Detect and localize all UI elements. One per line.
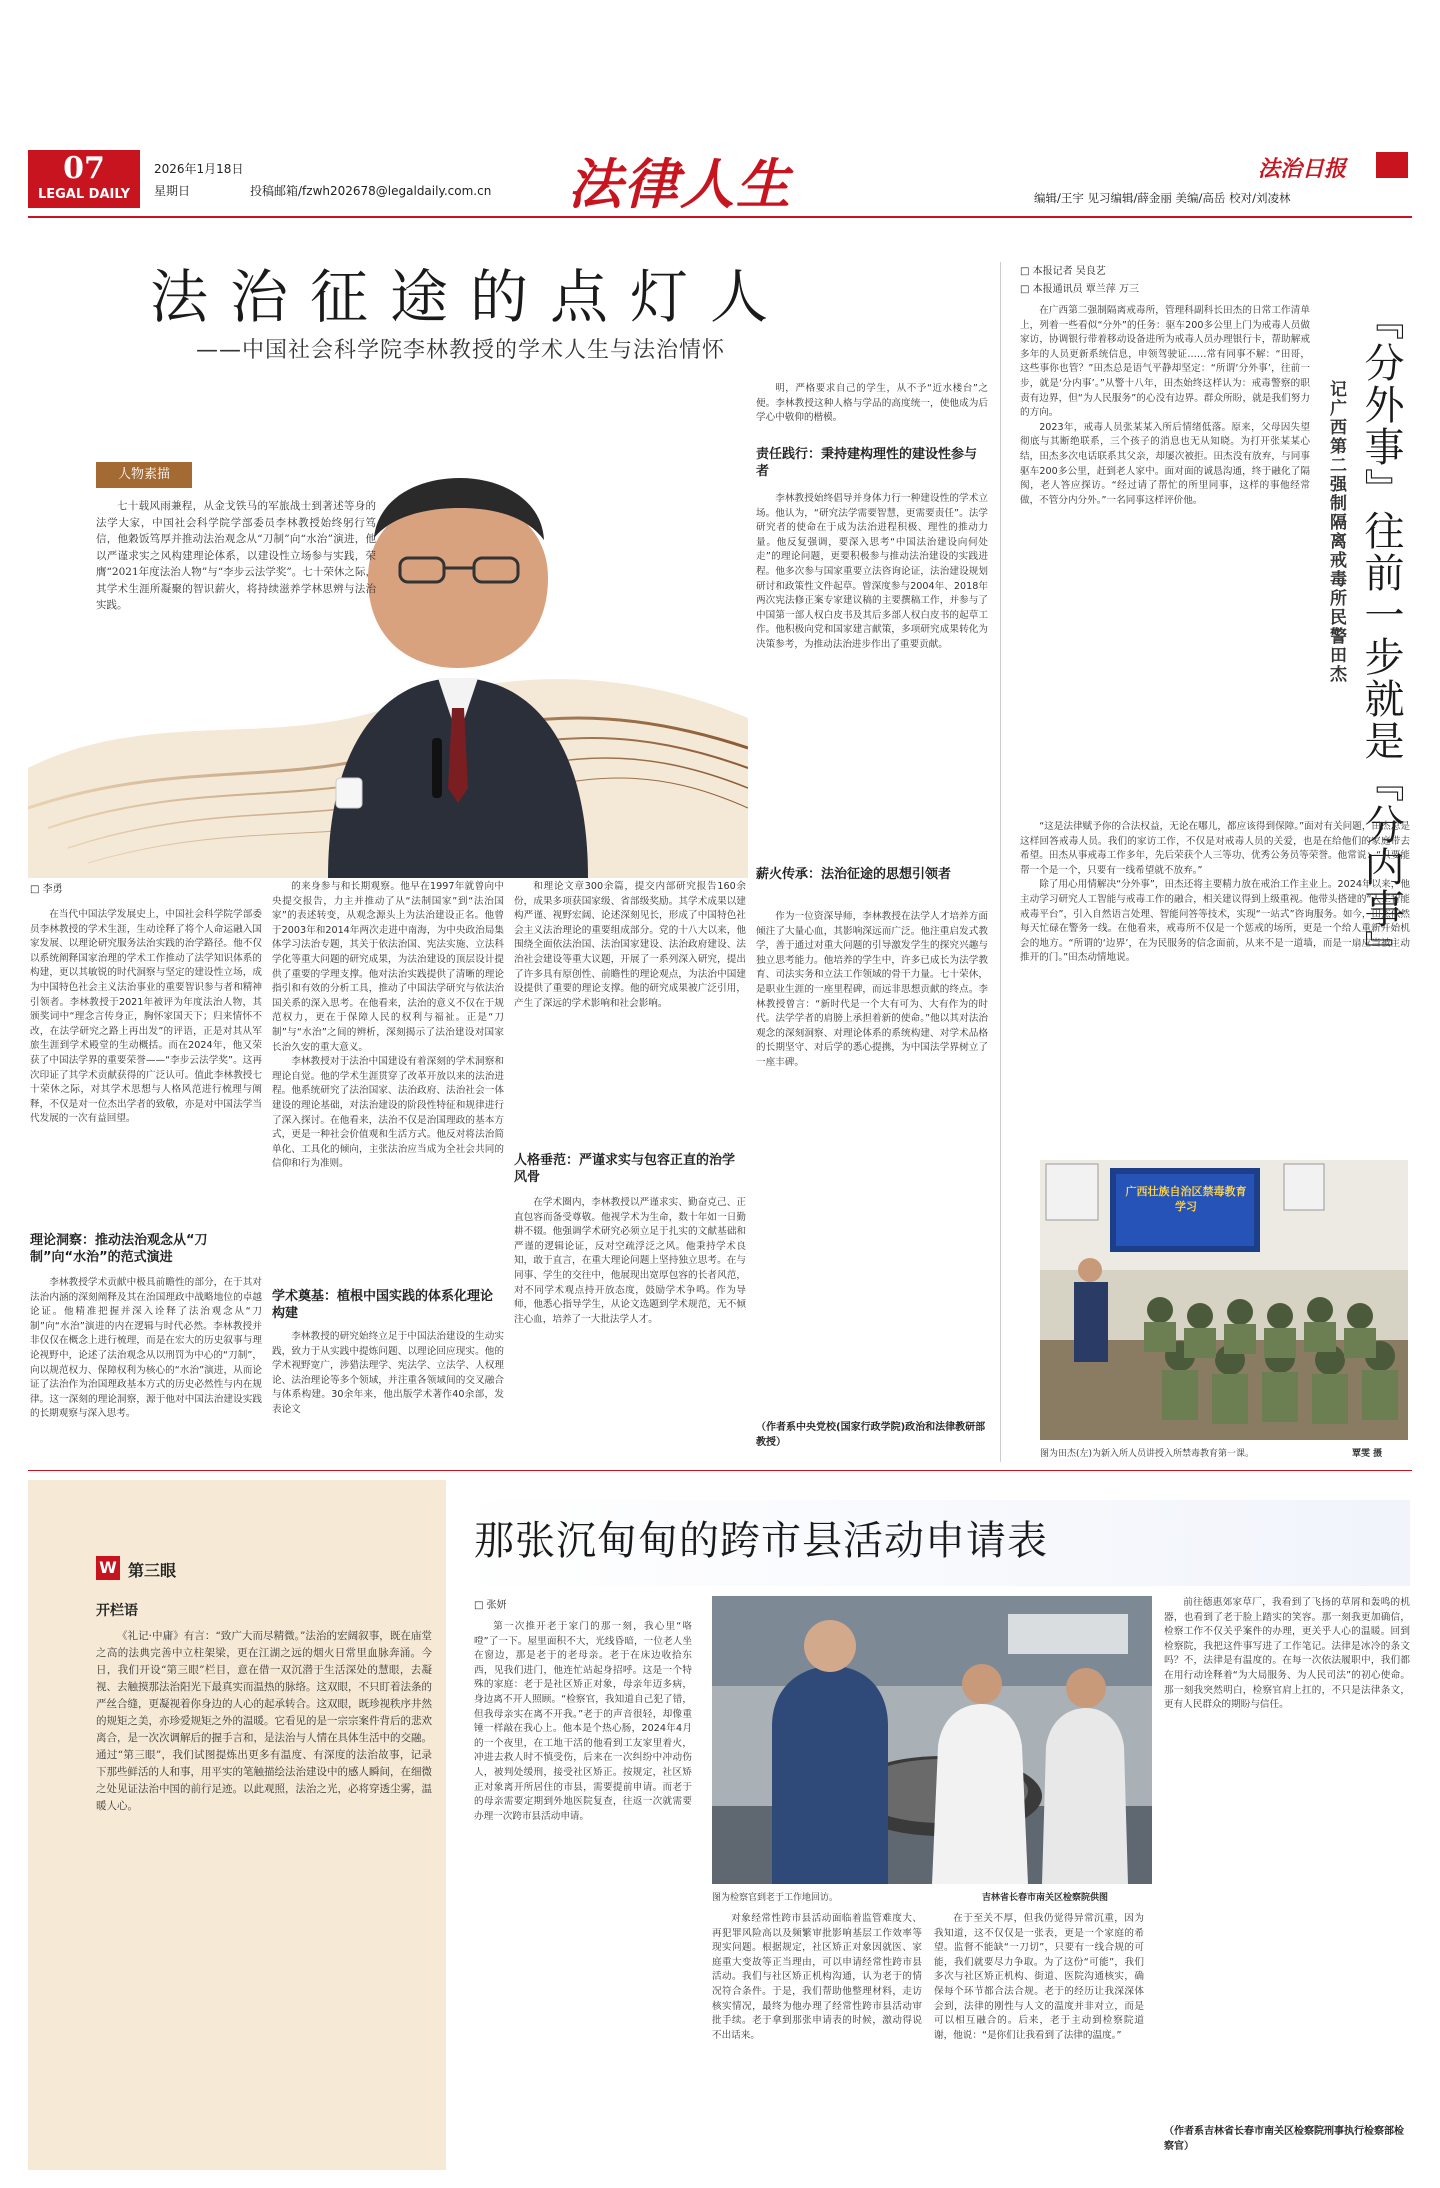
main-col-2a [272,880,504,1276]
main-col-1a-text: 在当代中国法学发展史上，中国社会科学院学部委员李林教授的学术生涯，生动诠释了将个人命运融入国家发展、以理论研究服务法治实践的治学路径。他不仅以系统阐释国家治理的学术工作推动了法学知识体系的构建，更以其敏锐的时代洞察与坚定的建设性立场，成为中国特色社会主义法治事业的重要智识参与者和精神引领者。李林教授于2021年被评为年度法治人物，其颁奖词中“理念言传身正，胸怀家国天下；归来情怀不改，在法学研究之路上再出发”的评语，正是对其从军旅生涯到学术殿堂的生动概括。而在2024年，他又荣获了中国法学界的重要荣誉——“李步云法学奖”。这再次印证了其学术贡献获得的广泛认可。值此李林教授七十荣休之际，对其学术思想与人格风范进行梳理与阐释，不仅是对一位杰出学者的致敬，亦是对中国法学当代发展的一次有益回望。 [30,909,262,1125]
classroom-board-text: 广西壮族自治区禁毒教育学习 [1125,1185,1247,1213]
main-heading-1: 理论洞察：推动法治观念从“刀制”向“水治”的范式演进 [30,1233,208,1265]
side-story-title: 『分外事』往前一步就是『分内事』 [1358,300,1404,972]
bottom-col-3 [934,1912,1144,2170]
kitchen-photo [712,1596,1152,1884]
main-story-subtitle: ——中国社会科学院李林教授的学术人生与法治情怀 [196,338,726,363]
main-col-2a-text: 的来身参与和长期观察。他早在1997年就曾向中央提交报告，力主并推动了从“法制国家”到“法治国家”的表述转变，从观念源头上为法治建设正名。他曾于2003年和2014年两次走进中南海，为中央政治局集体学习法治专题，其关于依法治国、宪法实施、立法科学化等重大问题的研究成果，为法治建设的顶层设计提供了重要的学理支撑。他对法治实践提供了清晰的理论指引和有效的分析工具，推动了中国法学研究与依法治国关系的深入思考。在他看来，法治的意义不仅在于规范权力，更在于保障人民的权利与福祉。正是“刀制”与“水治”之间的辨析，深刻揭示了法治建设对国家长治久安的重大意义。 [272,881,504,1053]
side-story-subtitle: 记广西第二强制隔离戒毒所民警田杰 [1326,380,1346,684]
tag-label: 人物素描 [117,467,170,482]
main-col-4c [756,910,988,1416]
side-col-b [1020,820,1410,1164]
side-body-1: 在广西第二强制隔离戒毒所，管理科副科长田杰的日常工作清单上，列着一些看似“分外”的任务：驱车200多公里上门为戒毒人员做家访，协调银行带着移动设备进所为戒毒人员办理银行卡，帮助解戒多年的人员更新系统信息，申领驾驶证……常有同事不解：“田哥，这些事你也管？”田杰总是语气平静却坚定：“所谓‘分外事’，往前一步，就是‘分内事’。”从警十八年，田杰始终这样认为：戒毒警察的职责有边界，但“为人民服务”的心没有边界。群众所盼，就是我们努力的方向。 [1020,305,1310,419]
bottom-body-4: 前往德惠郊家草厂，我看到了飞扬的草屑和轰鸣的机器，也看到了老于脸上踏实的笑容。那一刻我更加确信，检察工作不仅关乎案件的办理，更关乎人心的温暖。回到检察院，我把这件事写进了工作笔记。法律是冰冷的条文吗？不，法律是有温度的。在每一次依法履职中，我们都在用行动诠释着“为大局服务、为人民司法”的初心使命。那一刻我突然明白，检察官肩上扛的，不只是法律条文，更有人民群众的期盼与信任。 [1164,1597,1410,1711]
classroom-photo [1040,1160,1408,1440]
main-col-1b-text: 李林教授学术贡献中极具前瞻性的部分，在于其对法治内涵的深刻阐释及其在治国理政中战略地位的卓越论证。他精准把握并深入诠释了法治观念从“刀制”向“水治”演进的内在逻辑与时代必然。李林教授并非仅仅在概念上进行梳理，而是在宏大的历史叙事与理论视野中，论述了法治观念从以刑罚为中心的“刀制”，向以规范权力、保障权利为核心的“水治”演进，从而论证了法治作为治国理政基本方式的历史必然性与内在规律。这一深刻的理论洞察，源于他对中国法治建设实践的长期观察与深入思考。 [30,1277,262,1420]
issue-date: 2026年1月18日 [154,162,244,176]
bottom-story-title: 那张沉甸甸的跨市县活动申请表 [474,1518,1048,1564]
main-col-3b [514,1196,746,1456]
side-col-a [1020,304,1310,804]
column-heading: 开栏语 [96,1603,138,1619]
side-reporter-1: □ 本报记者 吴良艺 [1020,266,1106,277]
masthead-logo: 法治日报 [1258,156,1347,182]
main-col-1b [30,1276,262,1456]
column-box [28,1480,446,2170]
header-rule [28,216,1412,218]
bottom-story-author: □ 张妍 [474,1600,507,1611]
bottom-body-1: 第一次推开老于家门的那一刻，我心里“咯噔”了一下。屋里面积不大，光线昏暗，一位老人坐在窗边，那是老于的老母亲。老于在床边收拾东西，见我们进门，他连忙站起身招呼。这是一个特殊的家庭：老于是社区矫正对象，母亲年迈多病，身边离不开人照顾。“检察官，我知道自己犯了错，但我母亲实在离不开我。”老于的声音很轻，却像重锤一样敲在我心上。他本是个热心肠，2024年4月的一个夜里，在工地干活的他看到工友家里着火，冲进去救人时不慎受伤，后来在一次纠纷中冲动伤人，被判处缓刑，接受社区矫正。按规定，社区矫正对象离开所居住的市县，需要提前申请。而老于的母亲需要定期到外地医院复查，往返一次就需要办理一次跨市县活动申请。 [474,1621,692,1822]
column-divider [1000,262,1001,1462]
main-col-4b [756,492,988,856]
main-col-4c-text: 作为一位资深导师，李林教授在法学人才培养方面倾注了大量心血，其影响深远而广泛。他注重启发式教学，善于通过对重大问题的引导激发学生的探究兴趣与独立思考能力。他培养的学生中，许多已成长为法学教育、司法实务和立法工作领域的骨干力量。七十荣休，是职业生涯的一座里程碑，而远非思想贡献的终点。李林教授曾言：“新时代是一个大有可为、大有作为的时代。法学学者的肩膀上承担着新的使命。”他以其对法治观念的深刻洞察、对理论体系的系统构建、对学术品格的长期坚守、对后学的悉心提携，为中国法学界树立了一座丰碑。 [756,911,988,1068]
main-col-2c [272,1330,504,1456]
main-heading-4: 责任践行：秉持建构理性的建设性参与者 [756,447,978,479]
kitchen-illustration [712,1596,1152,1884]
masthead-stamp [1376,152,1408,178]
kitchen-photo-caption-right: 吉林省长春市南关区检察院供图 [982,1893,1109,1903]
main-col-3a [514,880,746,1150]
contact-email: 投稿邮箱/fzwh202678@legaldaily.com.cn [250,184,492,198]
page-number-box [28,150,140,208]
column-body [96,1628,432,2158]
bottom-author-note: （作者系吉林省长春市南关区检察院刑事执行检察部检察官） [1164,2126,1404,2152]
main-col-4a [756,382,988,426]
main-col-4b-text: 李林教授始终倡导并身体力行一种建设性的学术立场。他认为，“研究法学需要智慧，更需要责任”。法学研究者的使命在于成为法治进程积极、理性的推动力量。他反复强调，要深入思考“中国法治建设向何处走”的理论问题，更要积极参与推动法治建设的实践进程。他多次参与国家重要立法咨询论证，法治建设规划研讨和政策性文件起草。曾深度参与2004年、2018年两次宪法修正案专家建议稿的主要撰稿工作，并参与了中国第一部人权白皮书及其后多部人权白皮书的起草工作。他积极向党和国家建言献策，多项研究成果转化为决策参考，为推动法治进步作出了重要贡献。 [756,493,988,650]
side-body-2: 2023年，戒毒人员张某某入所后情绪低落。原来，父母因失望彻底与其断绝联系，三个孩子的消息也无从知晓。为打开张某某心结，田杰多次电话联系其父亲，却屡次被拒。田杰没有放弃，与同事驱车200多公里，赶到老人家中。面对面的诚恳沟通，终于融化了隔阂，老人答应探访。“经过请了帮忙的所里同事，这样的事他经常做，不管分内分外。”一名同事这样评价他。 [1020,421,1310,506]
bottom-separator [28,1470,1412,1471]
editors-line: 编辑/王宇 见习编辑/薛金丽 美编/高岳 校对/刘凌林 [1034,191,1291,205]
column-body-text: 《礼记·中庸》有言：“致广大而尽精微。”法治的宏阔叙事，既在庙堂之高的法典完善中立柱架梁，更在江湖之远的烟火日常里血脉奔涌。今日，我们开设“第三眼”栏目，意在借一双沉潜于生活深处的慧眼，去凝视、去触摸那法治阳光下最真实而温热的脉络。这双眼，不只盯着法条的严丝合缝，更凝视着你身边的人心的起承转合。这双眼，既珍视秩序井然的规矩之美，亦珍爱规矩之外的温暖。它看见的是一宗宗案件背后的悲欢离合，是一次次调解后的握手言和，是法治与人情在具体生活中的交融。通过“第三眼”，我们试图提炼出更多有温度、有深度的法治故事，记录下那些鲜活的人和事，用平实的笔触描绘法治建设中的感人瞬间，在细微之处见证法治中国的前行足迹。以此观照，法治之光，必将穿透尘雾，温暖人心。 [96,1630,432,1812]
bottom-body-2: 对象经常性跨市县活动面临着监管难度大、再犯罪风险高以及频繁审批影响基层工作效率等现实问题。根据规定，社区矫正对象因就医、家庭重大变故等正当理由，可以申请经常性跨市县活动。我们与社区矫正机构沟通，认为老于的情况符合条件。于是，我们帮助他整理材料，走访核实情况，最终为他办理了经常性跨市县活动审批手续。老于拿到那张申请表的时候，激动得说不出话来。 [712,1913,922,2041]
main-heading-5: 薪火传承：法治征途的思想引领者 [756,867,952,882]
column-name: 第三眼 [128,1561,177,1580]
kitchen-photo-caption-left: 图为检察官到老于工作地回访。 [712,1893,839,1903]
main-col-4a-text: 明，严格要求自己的学生，从不予“近水楼台”之便。李林教授这种人格与学品的高度统一，使他成为后学心中敬仰的楷模。 [756,383,988,424]
main-story-author: □ 李勇 [30,884,63,895]
tag-badge [96,462,192,488]
main-heading-2: 学术奠基：植根中国实践的体系化理论构建 [272,1289,494,1321]
classroom-photo-caption: 图为田杰(左)为新入所人员讲授入所禁毒教育第一课。 [1040,1449,1255,1459]
bottom-col-2 [712,1912,922,2170]
main-col-2b-text: 李林教授对于法治中国建设有着深刻的学术洞察和理论自觉。他的学术生涯贯穿了改革开放以来的法治进程。他系统研究了法治国家、法治政府、法治社会一体建设的理论基础，对法治建设的阶段性特征和规律进行了深入探讨。在他看来，法治不仅是治国理政的基本方式，更是一种社会价值观和生活方式。他反对将法治简单化、工具化的倾向，主张法治应当成为全社会共同的信仰和行为准则。 [272,1056,504,1170]
bottom-body-3: 在于至关不厚，但我仍觉得异常沉重，因为我知道，这不仅仅是一张表，更是一个家庭的希望。监督不能缺“一刀切”，只要有一线合规的可能，我们就要尽力争取。为了这份“可能”，我们多次与社区矫正机构、街道、医院沟通核实，确保每个环节都合法合规。老于的经历让我深深体会到，法律的刚性与人文的温度并非对立，而是可以相互融合的。后来，老于主动到检察院道谢，他说：“是你们让我看到了法律的温度。” [934,1913,1144,2041]
side-body-3: “这是法律赋予你的合法权益，无论在哪儿，都应该得到保障。”面对有关问题，田杰总是这样回答戒毒人员。我们的家访工作，不仅是对戒毒人员的关爱，也是在给他们的家庭带去希望。田杰从事戒毒工作多年，先后荣获个人三等功、优秀公务员等荣誉。他常说：“只要能帮一个是一个，只要有一线希望就不放弃。” [1020,821,1410,876]
classroom-photo-credit: 覃雯 摄 [1352,1449,1383,1459]
main-heading-3: 人格垂范：严谨求实与包容正直的治学风骨 [514,1153,736,1185]
main-story-intro: 七十载风雨兼程，从金戈铁马的军旅战士到著述等身的法学大家，中国社会科学院学部委员李林教授始终躬行笃信，他穀饭笃厚并推动法治观念从“刀制”向“水治”演进，他以严谨求实之风构建理论体系，以建设性立场参与实践，荣膺“2021年度法治人物”与“李步云法学奖”。七十荣休之际，其学术生涯所凝聚的智识薪火，将持续滋养学林思辨与法治实践。 [96,500,376,611]
main-col-3b-text: 在学术圈内，李林教授以严谨求实、勤奋克己、正直包容而备受尊敬。他视学术为生命，数十年如一日勤耕不辍。他强调学术研究必须立足于扎实的文献基础和严谨的逻辑论证，反对空疏浮泛之风。他秉持学术良知，敢于直言，在重大理论问题上坚持独立思考。在与同事、学生的交往中，他展现出宽厚包容的长者风范，对不同学术观点持开放态度，鼓励学术争鸣。作为导师，他悉心指导学生，从论文选题到学术规范，无不倾注心血，培养了一大批法学人才。 [514,1197,746,1325]
main-col-3a-text: 和理论文章300余篇，提交内部研究报告160余份，成果多项获国家级、省部级奖励。其学术成果以建构严谨、视野宏阔、论述深刻见长，形成了中国特色社会主义法治理论的重要组成部分。党的十八大以来，他围绕全面依法治国、法治国家建设、法治政府建设、法治社会建设等重大议题，开展了一系列深入研究，提出了许多具有原创性、前瞻性的理论观点，为法治中国建设提供了重要的理论支撑。他的研究成果被广泛引用，产生了深远的学术影响和社会影响。 [514,881,746,1009]
main-col-2c-text: 李林教授的研究始终立足于中国法治建设的生动实践，致力于从实践中提炼问题、以理论回应现实。他的学术视野宽广，涉猎法理学、宪法学、立法学、人权理论、法治理论等多个领域，并注重各领域间的交叉融合与体系构建。30余年来，他出版学术著作40余部，发表论文 [272,1331,504,1415]
bottom-col-4 [1164,1596,1410,2118]
main-story-title: 法治征途的点灯人 [150,263,791,331]
page-header [28,150,1412,218]
bottom-col-1 [474,1620,692,2170]
section-title: 法律人生 [568,152,792,216]
issue-weekday: 星期日 [154,184,191,198]
page-brand: LEGAL DAILY [37,187,131,202]
page-number: 07 [63,151,105,186]
side-reporter-2: □ 本报通讯员 覃兰萍 万三 [1020,284,1139,295]
column-logo-icon: W [96,1556,120,1580]
main-col-1a [30,908,262,1228]
main-author-note: （作者系中央党校(国家行政学院)政治和法律教研部教授） [756,1422,986,1448]
side-body-4: 除了用心用情解决“分外事”，田杰还将主要精力放在戒治工作主业上。2024年以来，他主动学习研究人工智能与戒毒工作的融合，相关建议得到上级重视。他带头搭建的“人工智能戒毒平台”，引入自然语言处理、智能问答等技术，实现“一站式”咨询服务。如今，田杰依然每天忙碌在警务一线。在他看来，戒毒所不仅是一个惩戒的场所，更是一个给人重新开始机会的地方。“所谓的‘边界’，在为民服务的信念面前，从来不是一道墙，而是一扇应当被主动推开的门。”田杰动情地说。 [1020,879,1410,964]
